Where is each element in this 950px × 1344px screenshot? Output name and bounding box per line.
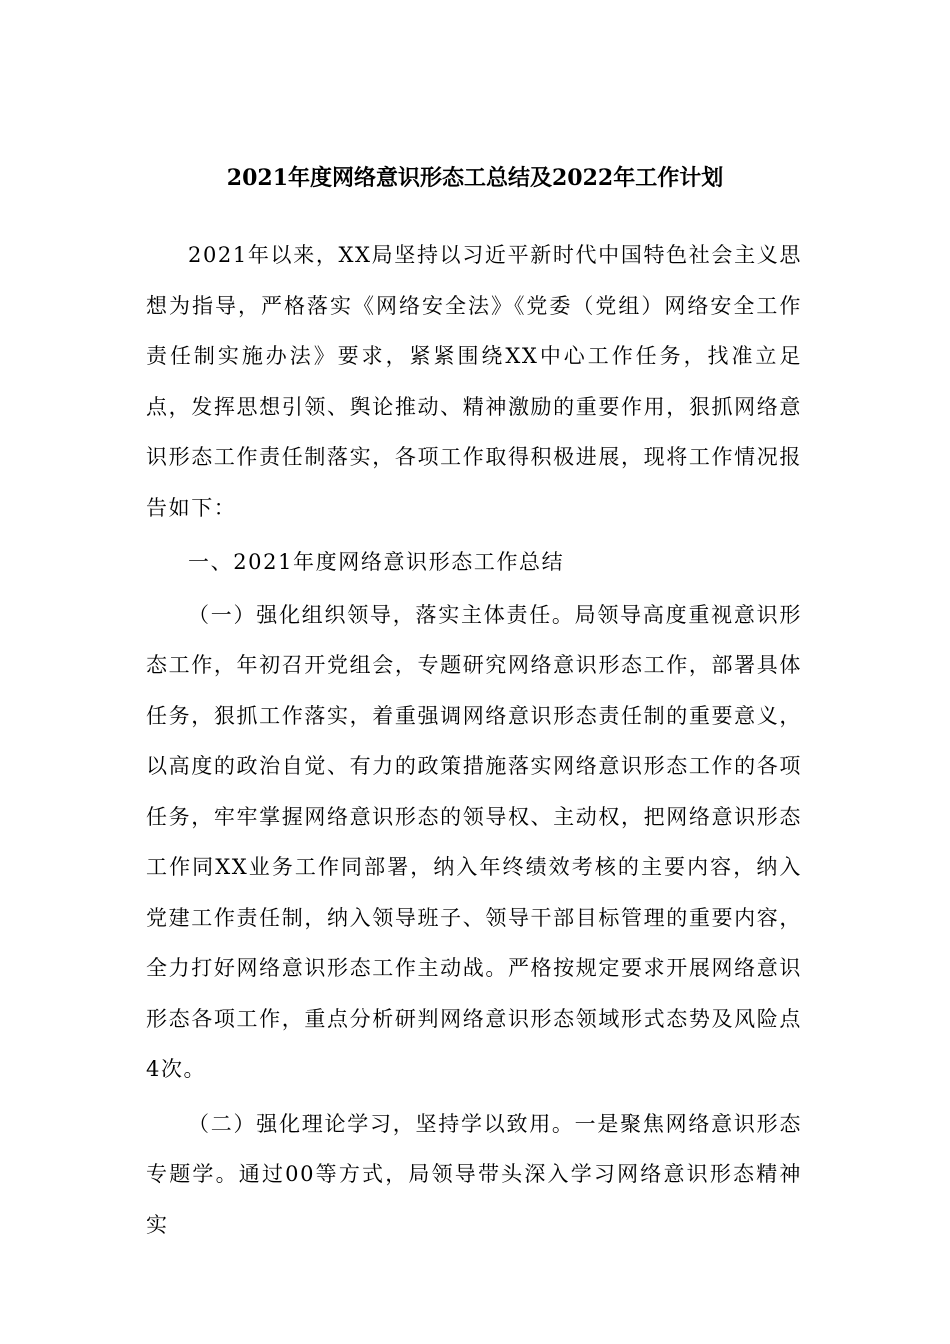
document-body xyxy=(146,230,802,1254)
section-item-paragraph: （二）强化理论学习，坚持学以致用。一是聚焦网络意识形态专题学。通过00等方式，局领导带头深入学习网络意识形态精神实 xyxy=(146,1111,802,1237)
document-title: 2021年度网络意识形态工总结及2022年工作计划 xyxy=(226,165,724,191)
section-heading: 一、2021年度网络意识形态工作总结 xyxy=(188,550,565,574)
intro-paragraph: 2021年以来，XX局坚持以习近平新时代中国特色社会主义思想为指导，严格落实《网络安全法》《党委（党组）网络安全工作责任制实施办法》要求，紧紧围绕XX中心工作任务，找准立足点，发挥思想引领、舆论推动、精神激励的重要作用，狠抓网络意识形态工作责任制落实，各项工作取得积极进展，现将工作情况报告如下： xyxy=(146,243,802,520)
section-item-paragraph: （一）强化组织领导，落实主体责任。局领导高度重视意识形态工作，年初召开党组会，专题研究网络意识形态工作，部署具体任务，狠抓工作落实，着重强调网络意识形态责任制的重要意义，以高度的政治自觉、有力的政策措施落实网络意识形态工作的各项任务，牢牢掌握网络意识形态的领导权、主动权，把网络意识形态工作同XX业务工作同部署，纳入年终绩效考核的主要内容，纳入党建工作责任制，纳入领导班子、领导干部目标管理的重要内容，全力打好网络意识形态工作主动战。严格按规定要求开展网络意识形态各项工作，重点分析研判网络意识形态领域形式态势及风险点4次。 xyxy=(146,602,802,1081)
